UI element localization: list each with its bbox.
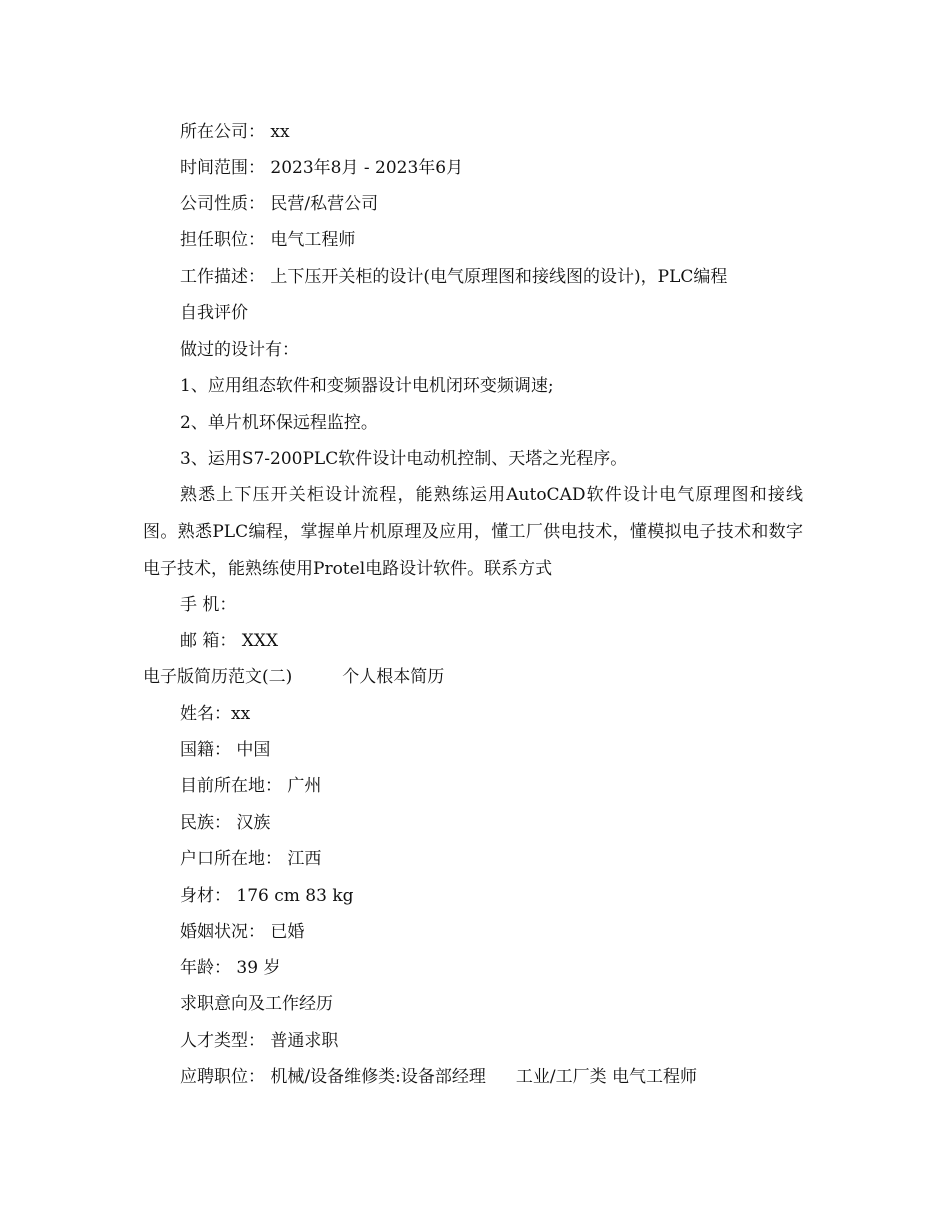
design-item-3: 3、运用S7-200PLC软件设计电动机控制、天塔之光程序。	[180, 449, 628, 469]
period-line: 时间范围： 2023年8月 - 2023年6月	[180, 158, 464, 178]
sample-2-heading	[143, 665, 444, 689]
name-line: 姓名：xx	[180, 704, 251, 724]
email-line: 邮 箱： XXX	[180, 631, 279, 651]
design-item-2: 2、单片机环保远程监控。	[180, 413, 378, 433]
sample-2-subtitle: 个人根本简历	[342, 667, 445, 687]
ethnicity-line: 民族： 汉族	[180, 813, 271, 833]
location-line: 目前所在地： 广州	[180, 776, 322, 796]
design-item-1: 1、应用组态软件和变频器设计电机闭环变频调速;	[180, 376, 554, 396]
company-nature-line: 公司性质： 民营/私营公司	[180, 194, 379, 214]
age-line: 年龄： 39 岁	[180, 958, 281, 978]
job-description-line: 工作描述： 上下压开关柜的设计(电气原理图和接线图的设计)，PLC编程	[180, 267, 728, 287]
applied-position-secondary: 工业/工厂类 电气工程师	[515, 1067, 697, 1087]
sample-2-title: 电子版简历范文(二)	[143, 667, 293, 687]
company-line: 所在公司： xx	[180, 122, 290, 142]
talent-type-line: 人才类型： 普通求职	[180, 1031, 339, 1051]
hukou-line: 户口所在地： 江西	[180, 849, 322, 869]
body-size-line: 身材： 176 cm 83 kg	[180, 886, 354, 906]
skills-summary-paragraph: 熟悉上下压开关柜设计流程，能熟练运用AutoCAD软件设计电气原理图和接线图。熟悉PLC编程，掌握单片机原理及应用，懂工厂供电技术，懂模拟电子技术和数字电子技术，能熟练使用Protel电路设计软件。联系方式	[143, 485, 803, 579]
applied-position-primary: 应聘职位： 机械/设备维修类:设备部经理	[180, 1067, 486, 1087]
nationality-line: 国籍： 中国	[180, 740, 271, 760]
applied-position-line	[180, 1065, 697, 1089]
job-intent-heading: 求职意向及工作经历	[180, 994, 333, 1014]
marital-status-line: 婚姻状况： 已婚	[180, 922, 305, 942]
position-line: 担任职位： 电气工程师	[180, 230, 356, 250]
self-evaluation-heading: 自我评价	[180, 303, 248, 323]
phone-line: 手 机：	[180, 595, 237, 615]
designs-intro: 做过的设计有：	[180, 340, 299, 360]
